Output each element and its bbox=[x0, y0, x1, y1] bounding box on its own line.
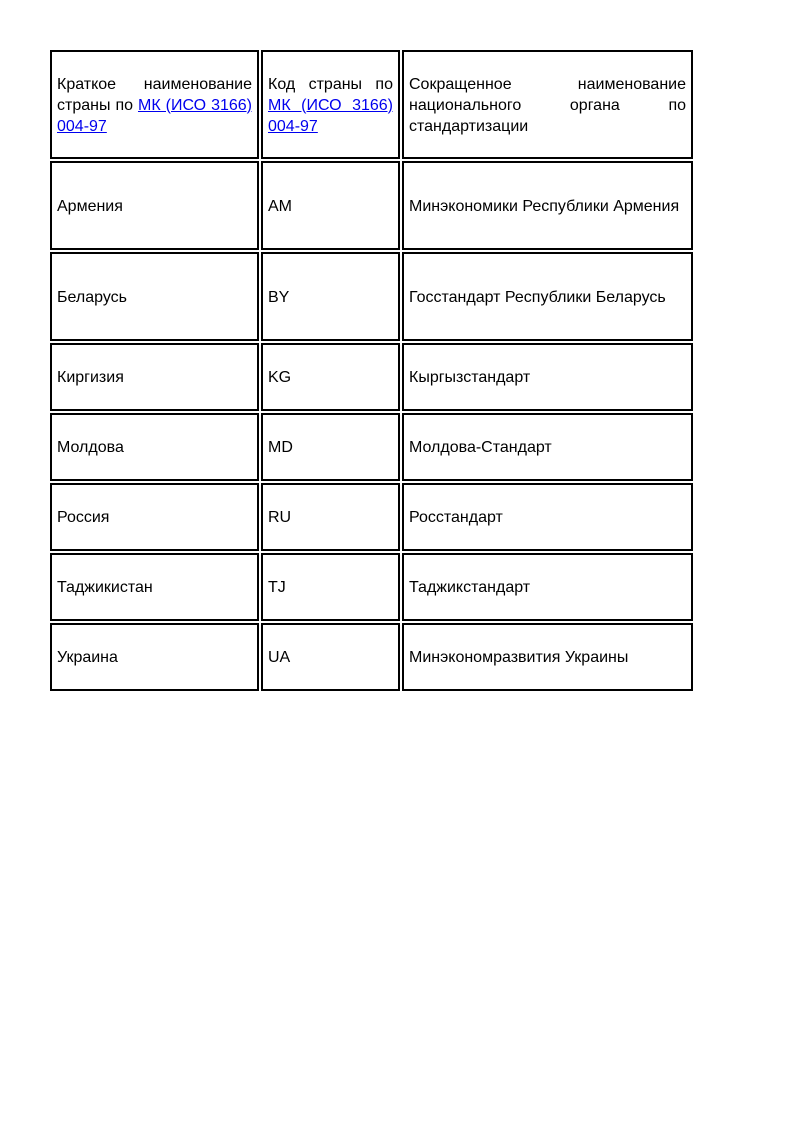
header-country-code-text: Код страны по bbox=[268, 75, 393, 93]
header-country-name bbox=[50, 50, 259, 159]
cell-code: MD bbox=[261, 413, 400, 481]
header-country-code bbox=[261, 50, 400, 159]
cell-country: Армения bbox=[50, 161, 259, 250]
table-row bbox=[50, 553, 693, 621]
standards-bodies-table bbox=[48, 48, 695, 693]
cell-standards-body: Росстандарт bbox=[402, 483, 693, 551]
header-standards-body bbox=[402, 50, 693, 159]
cell-code: BY bbox=[261, 252, 400, 341]
cell-country: Россия bbox=[50, 483, 259, 551]
table-row bbox=[50, 161, 693, 250]
cell-code: RU bbox=[261, 483, 400, 551]
table-row bbox=[50, 413, 693, 481]
cell-standards-body: Таджикстандарт bbox=[402, 553, 693, 621]
table-row bbox=[50, 623, 693, 691]
cell-code: TJ bbox=[261, 553, 400, 621]
header-standards-body-text: Сокращенное наименование национального органа по стандартизации bbox=[409, 75, 686, 135]
cell-country: Украина bbox=[50, 623, 259, 691]
table-row bbox=[50, 343, 693, 411]
cell-country: Молдова bbox=[50, 413, 259, 481]
cell-standards-body: Молдова-Стандарт bbox=[402, 413, 693, 481]
cell-code: KG bbox=[261, 343, 400, 411]
cell-standards-body: Минэкономики Республики Армения bbox=[402, 161, 693, 250]
cell-standards-body: Минэкономразвития Украины bbox=[402, 623, 693, 691]
header-country-name-text: Краткое наименование страны по bbox=[57, 75, 252, 114]
cell-standards-body: Госстандарт Республики Беларусь bbox=[402, 252, 693, 341]
cell-code: AM bbox=[261, 161, 400, 250]
table-row bbox=[50, 252, 693, 341]
cell-standards-body: Кыргызстандарт bbox=[402, 343, 693, 411]
table-row bbox=[50, 483, 693, 551]
cell-code: UA bbox=[261, 623, 400, 691]
cell-country: Беларусь bbox=[50, 252, 259, 341]
cell-country: Киргизия bbox=[50, 343, 259, 411]
table-header-row bbox=[50, 50, 693, 159]
mk-iso-3166-link[interactable]: МК (ИСО 3166) 004-97 bbox=[268, 96, 393, 135]
mk-iso-3166-link[interactable]: МК (ИСО 3166) 004-97 bbox=[57, 96, 252, 135]
cell-country: Таджикистан bbox=[50, 553, 259, 621]
